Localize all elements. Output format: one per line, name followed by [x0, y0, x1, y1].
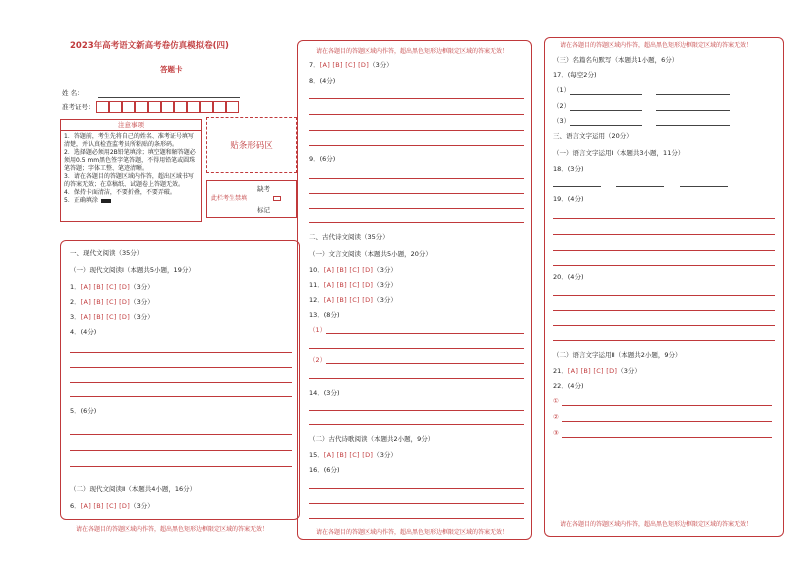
question-7[interactable]: 7．[A] [B] [C] [D]（3分）: [309, 61, 393, 69]
answer-line[interactable]: [70, 396, 292, 397]
answer-blank[interactable]: [570, 94, 642, 95]
barcode-area: [206, 117, 297, 173]
absent-mark-label: 缺考: [257, 185, 270, 193]
blank-3: （3）: [553, 117, 571, 125]
answer-3-marker: ③: [553, 429, 559, 437]
answer-line[interactable]: [309, 193, 524, 194]
answer-sheet-subtitle: 答题卡: [160, 65, 183, 74]
answer-blank[interactable]: [656, 110, 730, 111]
col3-header-warning: 请在各题目的答题区域内作答，超出黑色矩形边框限定区域的答案无效！: [560, 42, 753, 49]
question-14: 14．(3分): [309, 389, 340, 397]
question-18: 18．(3分): [553, 165, 584, 173]
answer-line[interactable]: [70, 434, 292, 435]
question-16: 16．(6分): [309, 466, 340, 474]
answer-line[interactable]: [553, 310, 775, 311]
question-3[interactable]: 3．[A] [B] [C] [D]（3分）: [70, 313, 154, 321]
question-20: 20．(4分): [553, 273, 584, 281]
section-language-use: 三、语言文字运用（20分）: [553, 132, 633, 140]
choice-options[interactable]: [A] [B] [C] [D]: [567, 367, 618, 375]
question-12[interactable]: 12．[A] [B] [C] [D]（3分）: [309, 296, 397, 304]
question-22: 22．(4分): [553, 382, 584, 390]
answer-1-marker: ①: [553, 397, 559, 405]
answer-blank[interactable]: [656, 125, 730, 126]
answer-line[interactable]: [309, 130, 524, 131]
answer-blank[interactable]: [656, 94, 730, 95]
answer-line[interactable]: [309, 424, 524, 425]
answer-panel-1: [60, 240, 300, 520]
answer-line[interactable]: [70, 367, 292, 368]
notice-box: [60, 119, 202, 222]
question-5: 5．(6分): [70, 407, 97, 415]
choice-options[interactable]: [A] [B] [C] [D]: [80, 502, 131, 510]
choice-options[interactable]: [A] [B] [C] [D]: [323, 266, 374, 274]
answer-line[interactable]: [309, 518, 524, 519]
choice-options[interactable]: [A] [B] [C] [D]: [323, 281, 374, 289]
question-4: 4．(4分): [70, 328, 97, 336]
question-11[interactable]: 11．[A] [B] [C] [D]（3分）: [309, 281, 397, 289]
absent-box: [206, 180, 297, 218]
answer-line[interactable]: [70, 466, 292, 467]
answer-line[interactable]: [562, 437, 772, 438]
answer-line[interactable]: [309, 348, 524, 349]
notice-item: 2．选择题必须用2B铅笔填涂；填空题和解答题必须用0.5 mm黑色签字笔答题，不得用铅笔或圆珠笔答题；字体工整、笔迹清晰。: [64, 149, 196, 172]
choice-options[interactable]: [A] [B] [C] [D]: [323, 451, 374, 459]
name-line[interactable]: [98, 97, 240, 98]
answer-panel-3: [544, 37, 784, 537]
section-modern-reading: 一、现代文阅读（35分）: [70, 249, 144, 257]
answer-line[interactable]: [70, 352, 292, 353]
answer-line[interactable]: [326, 333, 524, 334]
notice-title: 注意事项: [61, 120, 201, 131]
subsection-language-use-2: （二）语言文字运用Ⅱ（本题共2小题，9分）: [553, 351, 682, 359]
choice-options[interactable]: [A] [B] [C] [D]: [319, 61, 370, 69]
answer-blank[interactable]: [570, 110, 642, 111]
question-10[interactable]: 10．[A] [B] [C] [D]（3分）: [309, 266, 397, 274]
subsection-modern-reading-1: （一）现代文阅读Ⅰ（本题共5小题，19分）: [70, 266, 195, 274]
notice-item-label: 5．正确填涂: [64, 197, 98, 204]
question-21[interactable]: 21．[A] [B] [C] [D]（3分）: [553, 367, 641, 375]
question-9: 9．(6分): [309, 155, 336, 163]
answer-panel-2: [297, 40, 532, 540]
subsection-modern-reading-2: （二）现代文阅读Ⅱ（本题共4小题，16分）: [70, 485, 197, 493]
question-13-part-2: （2）: [309, 356, 327, 364]
answer-line[interactable]: [562, 421, 772, 422]
col2-footer-warning: 请在各题目的答题区域内作答，超出黑色矩形边框限定区域的答案无效！: [316, 529, 509, 536]
question-15[interactable]: 15．[A] [B] [C] [D]（3分）: [309, 451, 397, 459]
blank-2: （2）: [553, 102, 571, 110]
col1-footer-warning: 请在各题目的答题区域内作答，超出黑色矩形边框限定区域的答案无效！: [76, 526, 269, 533]
answer-line[interactable]: [309, 145, 524, 146]
answer-blank[interactable]: [570, 125, 642, 126]
choice-options[interactable]: [A] [B] [C] [D]: [80, 298, 131, 306]
exam-id-boxes[interactable]: [96, 101, 239, 113]
notice-item: 4．保持卡面清洁，不要折叠，不要弄破。: [64, 189, 176, 196]
answer-line[interactable]: [326, 363, 524, 364]
answer-line[interactable]: [553, 295, 775, 296]
section-classical-reading: 二、古代诗文阅读（35分）: [309, 233, 389, 241]
answer-line[interactable]: [553, 234, 775, 235]
col2-header-warning: 请在各题目的答题区域内作答，超出黑色矩形边框限定区域的答案无效！: [316, 48, 509, 55]
subsection-classical-prose: （一）文言文阅读（本题共5小题，20分）: [309, 250, 432, 258]
barcode-label: 贴条形码区: [230, 141, 273, 151]
answer-line[interactable]: [309, 378, 524, 379]
answer-line[interactable]: [309, 178, 524, 179]
answer-line[interactable]: [553, 250, 775, 251]
answer-line[interactable]: [309, 410, 524, 411]
answer-line[interactable]: [553, 265, 775, 266]
answer-blank[interactable]: [680, 186, 728, 187]
absent-checkbox[interactable]: [273, 196, 281, 201]
answer-line[interactable]: [309, 503, 524, 504]
notice-item: 3．请在各题目的答题区域内作答，超出区域书写的答案无效；在草稿纸、试题卷上答题无效。: [64, 173, 194, 188]
question-13-part-1: （1）: [309, 326, 327, 334]
name-label: 姓 名：: [62, 89, 84, 97]
absent-mark-label: 标记: [257, 206, 270, 214]
col3-footer-warning: 请在各题目的答题区域内作答，超出黑色矩形边框限定区域的答案无效！: [560, 521, 753, 528]
notice-item: [64, 197, 198, 205]
answer-blank[interactable]: [553, 186, 601, 187]
answer-blank[interactable]: [616, 186, 664, 187]
answer-line[interactable]: [562, 405, 772, 406]
question-6[interactable]: 6．[A] [B] [C] [D]（3分）: [70, 502, 154, 510]
question-13: 13．(8分): [309, 311, 340, 319]
absent-note: 此栏考生禁填: [211, 195, 248, 202]
question-17: 17．(每空2分): [553, 71, 597, 79]
choice-options[interactable]: [A] [B] [C] [D]: [80, 283, 131, 291]
answer-line[interactable]: [553, 325, 775, 326]
answer-line[interactable]: [70, 450, 292, 451]
answer-line[interactable]: [553, 340, 775, 341]
filled-mark-example: [101, 199, 111, 203]
question-8: 8．(4分): [309, 77, 336, 85]
exam-title: 2023年高考语文新高考卷仿真模拟卷(四): [70, 41, 229, 51]
blank-1: （1）: [553, 86, 571, 94]
subsection-language-use-1: （一）语言文字运用Ⅰ（本题共3小题，11分）: [553, 149, 685, 157]
answer-line[interactable]: [309, 222, 524, 223]
question-19: 19．(4分): [553, 195, 584, 203]
choice-options[interactable]: [A] [B] [C] [D]: [323, 296, 374, 304]
question-2[interactable]: 2．[A] [B] [C] [D]（3分）: [70, 298, 154, 306]
question-1[interactable]: 1．[A] [B] [C] [D]（3分）: [70, 283, 154, 291]
answer-line[interactable]: [309, 488, 524, 489]
answer-line[interactable]: [70, 382, 292, 383]
answer-line[interactable]: [309, 208, 524, 209]
answer-line[interactable]: [309, 114, 524, 115]
answer-line[interactable]: [309, 98, 524, 99]
subsection-famous-lines: （三）名篇名句默写（本题共1小题，6分）: [553, 56, 679, 64]
subsection-classical-poetry: （二）古代诗歌阅读（本题共2小题，9分）: [309, 435, 435, 443]
answer-line[interactable]: [553, 218, 775, 219]
answer-2-marker: ②: [553, 413, 559, 421]
notice-item: 1．答题前，考生先将自己的姓名、准考证号填写清楚，并认真检查监考员所粘贴的条形码。: [64, 133, 194, 148]
exam-id-label: 准考证号：: [62, 103, 95, 111]
choice-options[interactable]: [A] [B] [C] [D]: [80, 313, 131, 321]
